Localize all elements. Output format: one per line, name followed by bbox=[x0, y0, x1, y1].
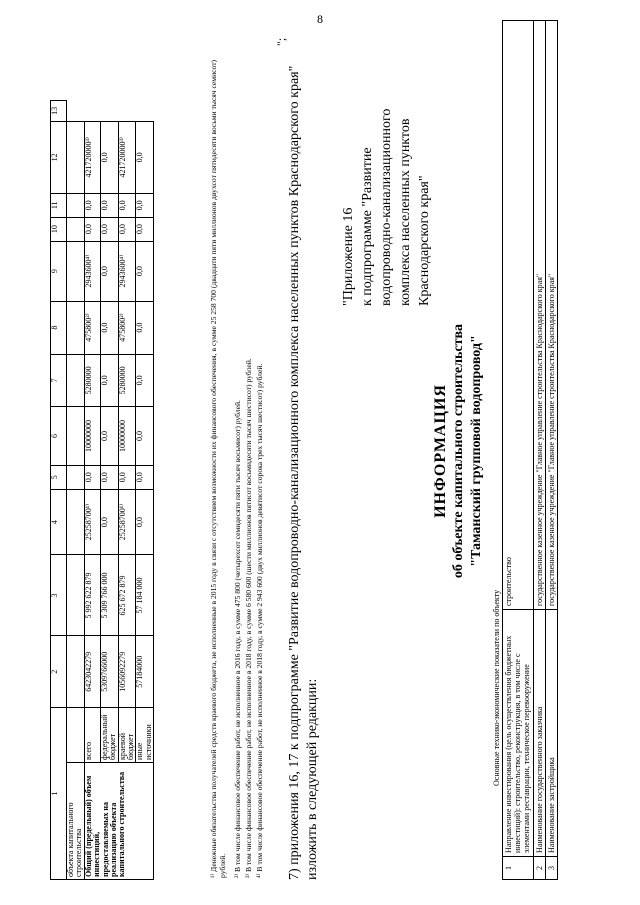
header-cell: 5 bbox=[51, 465, 67, 489]
object-name: "Таманский групповой водопровод" bbox=[469, 335, 485, 567]
table-row bbox=[67, 101, 85, 880]
info-heading bbox=[432, 16, 486, 886]
source-label: всего bbox=[84, 708, 100, 763]
header-cell: 4 bbox=[51, 489, 67, 555]
page-number: 8 bbox=[317, 12, 323, 26]
footnote: ¹⁾ Денежные обязательства получателей средств краевого бюджета, не исполненные в 2015 году в связи с отсутствием возможности их финансового обеспечения, в сумме 25 258 700 (двадцати пяти миллионов двухсот пятидесяти восьми тысяч семисот) рублей. bbox=[209, 59, 227, 878]
header-cell: 8 bbox=[51, 301, 67, 354]
table-row: 2 Наименование государственного заказчика государственное казенное учреждение "Главное управление строительства Краснодарского края" bbox=[533, 21, 545, 880]
appendix-heading: "Приложение 16 к подпрограмме "Развитие водопроводно-канализационного комплекса населенных пунктов Краснодарского края" bbox=[341, 108, 432, 306]
source-label: иные источники bbox=[136, 708, 154, 763]
info-title: ИНФОРМАЦИЯ bbox=[432, 384, 449, 518]
header-cell: 10 bbox=[51, 217, 67, 241]
footnote: ⁴⁾ В том числе финансовое обеспечение работ, не исполненное в 2018 году, в сумме 2 943 600 (двух миллионов девятисот сорока трех тысяч шестисот) рублей. bbox=[255, 363, 264, 878]
footnote: ²⁾ В том числе финансовое обеспечение работ, не исполненное в 2016 году, в сумме 475 800 (четырехсот семидесяти пяти тысяч восьмисот) рублей. bbox=[233, 400, 242, 878]
table-row: федеральный бюджет 5309766000 5 309 766 000 0,0 0,0 0,0 0,0 0,0 0,0 0,0 0,0 0,0 bbox=[100, 101, 118, 880]
source-label: федеральный бюджет bbox=[100, 708, 118, 763]
header-cell: 1 bbox=[51, 708, 67, 880]
amendment-item-7: 7) приложения 16, 17 к подпрограмме "Развитие водопроводно-канализационного комплекса населенных пунктов Краснодарского края" изложить в следующей редакции: bbox=[287, 65, 321, 880]
table-row: краевой бюджет 1056092279 625 672 879 25258700¹⁾ 0,0 10000000 5280000 475800²⁾ 2943600⁴⁾ 0,0 0,0 421720000³⁾ bbox=[118, 101, 136, 880]
header-cell: 13 bbox=[51, 101, 67, 122]
source-label: краевой бюджет bbox=[118, 708, 136, 763]
rotated-page-content bbox=[44, 16, 604, 886]
closing-quote: "; bbox=[274, 37, 288, 46]
info-subtitle: об объекте капитального строительства bbox=[451, 323, 466, 579]
header-cell: 12 bbox=[51, 121, 67, 193]
table-row: 3 Наименование застройщика государственное казенное учреждение "Главное управление строительства Краснодарского края" bbox=[545, 21, 557, 880]
header-cell: 2 bbox=[51, 636, 67, 708]
table-row: иные источники 57184000 57 184 000 0,0 0,0 0,0 0,0 0,0 0,0 0,0 0,0 0,0 bbox=[136, 101, 154, 880]
table-row: Общий (предельный) объем инвестиций, предоставляемых на реализацию объекта капитального строительства всего 6423042279 5 992 622 879 25258700¹⁾ 0,0 10000000 5280000 475800²⁾ 2943600⁴⁾ 0,0 0,0 421720000³⁾ bbox=[84, 101, 100, 880]
indicators-table bbox=[502, 20, 558, 880]
row-heading: объекта капитального строительства bbox=[67, 763, 85, 880]
indicators-caption: Основные технико-экономические показатели по объекту bbox=[492, 589, 501, 786]
table-row: 1 Направление инвестирования (цель осуществления бюджетных инвестиций): строительство, реконструкция, в том числе с элементами реставрации, техническое перевооружение строительство bbox=[503, 21, 534, 880]
funding-table bbox=[50, 100, 154, 880]
group-label: Общий (предельный) объем инвестиций, предоставляемых на реализацию объекта капитального строительства bbox=[84, 763, 153, 880]
table-header-row bbox=[51, 101, 67, 880]
header-cell: 6 bbox=[51, 407, 67, 466]
header-cell: 7 bbox=[51, 354, 67, 406]
header-cell: 11 bbox=[51, 193, 67, 217]
header-cell: 3 bbox=[51, 555, 67, 636]
footnote: ³⁾ В том числе финансовое обеспечение работ, не исполненное в 2018 году, в сумме 6 580 600 (шести миллионов пятисот восьмидесяти тысяч шестисот) рублей. bbox=[244, 358, 253, 878]
header-cell: 9 bbox=[51, 241, 67, 301]
